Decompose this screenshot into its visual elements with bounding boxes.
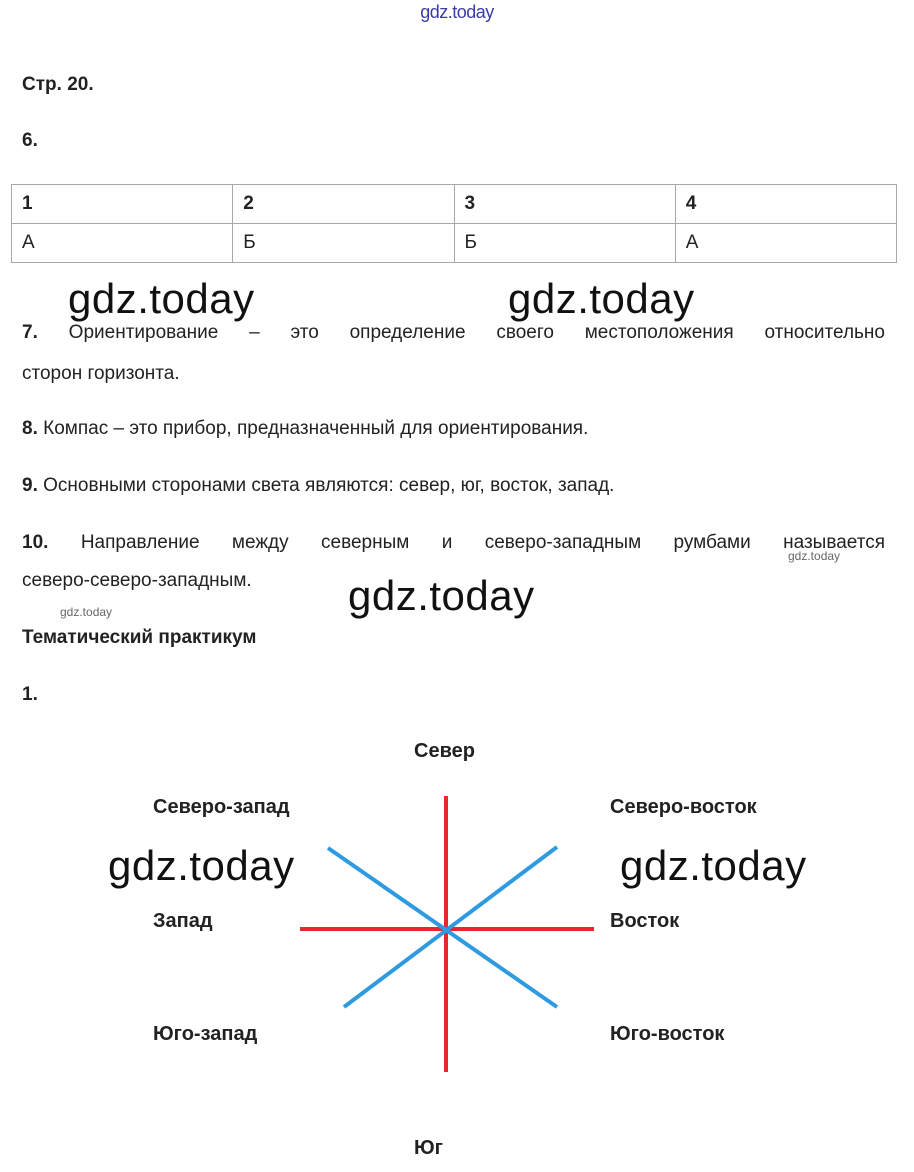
answer-table-header-cell: 2: [233, 185, 454, 224]
label-north: Север: [414, 740, 475, 762]
answer-table-cell: А: [12, 224, 233, 263]
label-east: Восток: [610, 910, 680, 932]
answer-table-cell: А: [675, 224, 896, 263]
page-label: Стр. 20.: [22, 74, 94, 95]
task-6-number: 6.: [22, 130, 38, 151]
answer-table-cell: Б: [233, 224, 454, 263]
task-7-number: 7.: [22, 322, 38, 343]
practicum-task-1-number: 1.: [22, 684, 38, 705]
task-10-text: Направление между северным и северо-западным румбами называется: [80, 532, 885, 553]
small-watermark: gdz.today: [60, 605, 113, 619]
answer-table-cell: Б: [454, 224, 675, 263]
task-10-number: 10.: [22, 532, 49, 553]
label-northeast: Северо-восток: [610, 796, 757, 818]
label-west: Запад: [153, 910, 213, 932]
label-northwest: Северо-запад: [153, 796, 290, 818]
section-title: Тематический практикум: [22, 627, 257, 648]
task-8-text: Компас – это прибор, предназначенный для ориентирования.: [43, 418, 589, 439]
label-southwest: Юго-запад: [153, 1023, 258, 1045]
watermark: gdz.today: [508, 275, 695, 322]
watermark: gdz.today: [108, 842, 295, 889]
watermark: gdz.today: [620, 842, 807, 889]
task-7-line-2: сторон горизонта.: [22, 363, 180, 384]
watermark: gdz.today: [348, 572, 535, 619]
top-watermark: gdz.today: [420, 2, 494, 22]
task-10-line-2: северо-северо-западным.: [22, 570, 252, 591]
task-9-text: Основными сторонами света являются: север, юг, восток, запад.: [43, 475, 615, 496]
task-8-number: 8.: [22, 418, 38, 439]
task-9-number: 9.: [22, 475, 38, 496]
label-south: Юг: [414, 1137, 443, 1159]
small-watermark: gdz.today: [788, 549, 841, 563]
task-7-text: Ориентирование – это определение своего местоположения относительно: [68, 322, 885, 343]
answer-table-header-cell: 4: [675, 185, 896, 224]
watermark: gdz.today: [68, 275, 255, 322]
label-southeast: Юго-восток: [610, 1023, 725, 1045]
answer-table-header-cell: 3: [454, 185, 675, 224]
answer-table-header-cell: 1: [12, 185, 233, 224]
